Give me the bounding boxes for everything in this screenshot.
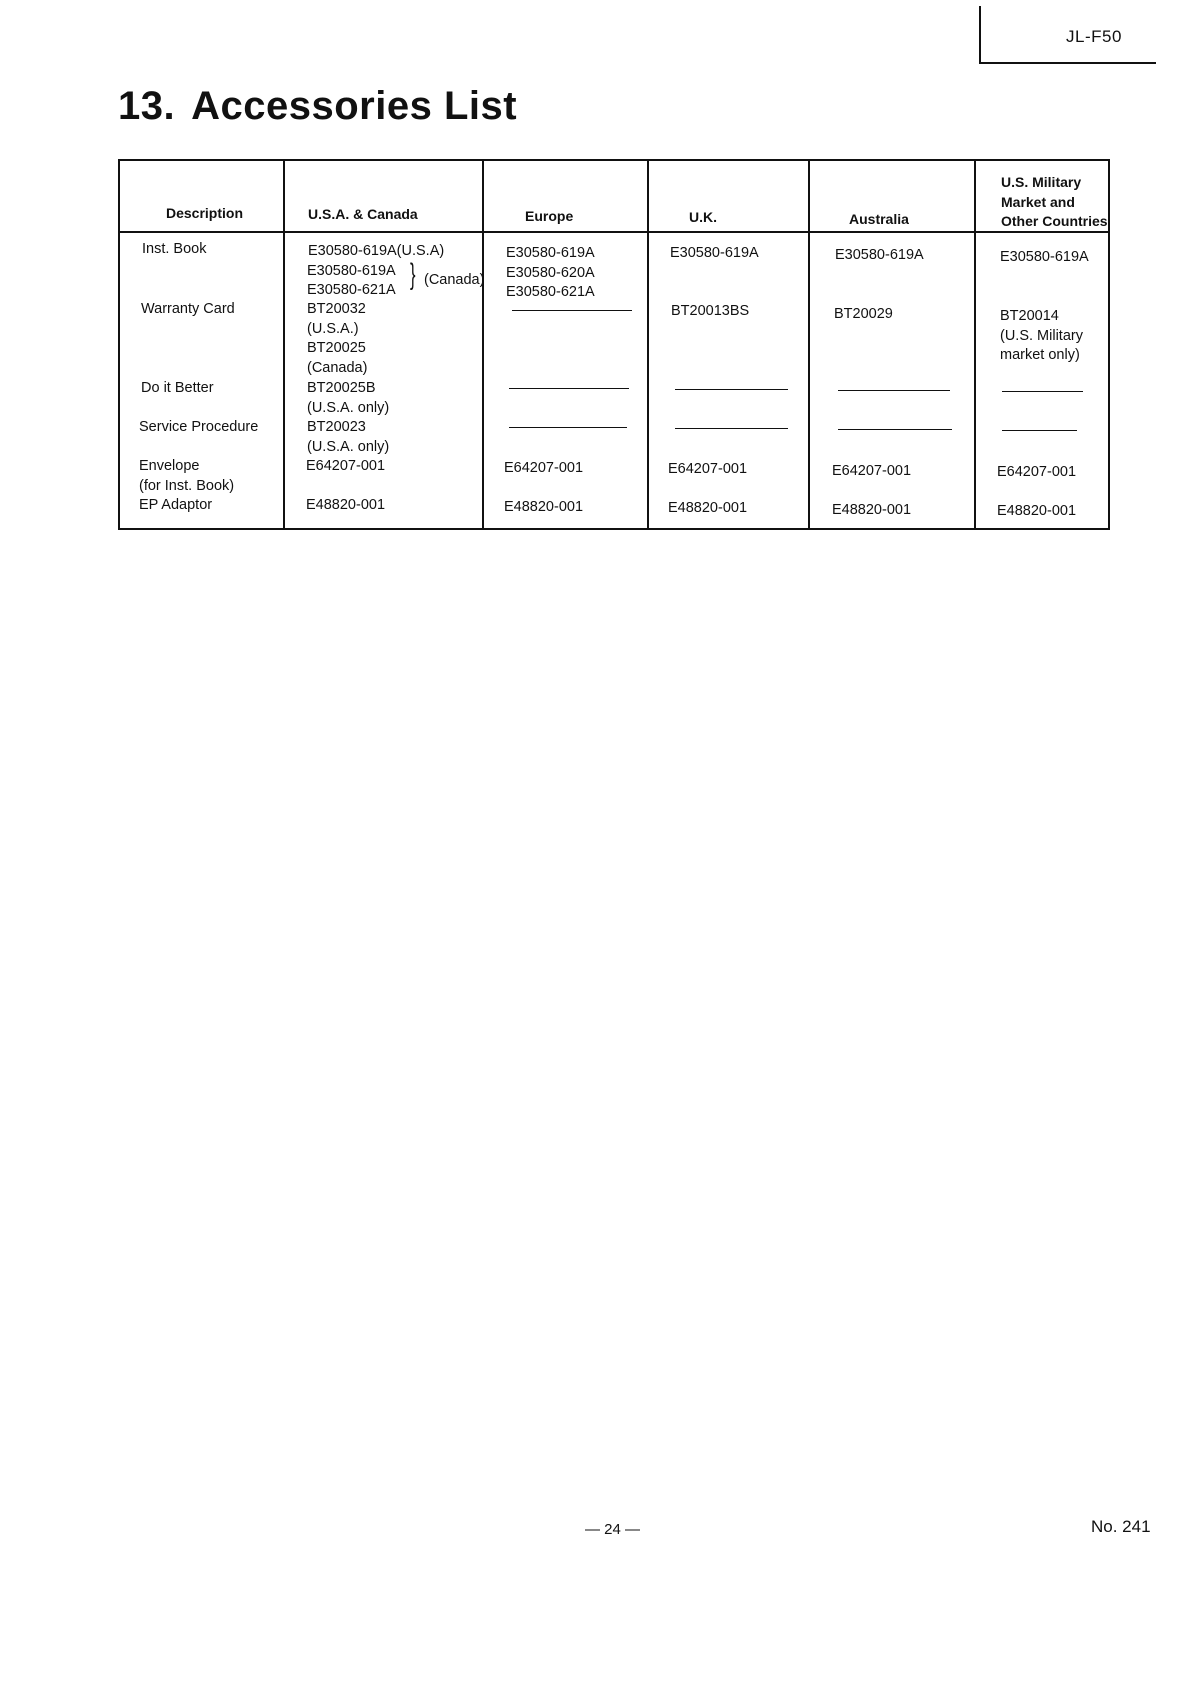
usa-do-it-better [307,379,389,418]
desc-envelope [139,457,234,496]
uk-inst-book: E30580-619A [670,245,759,261]
military-warranty [1000,307,1083,366]
desc-service-procedure: Service Procedure [139,419,259,435]
header-description: Description [166,205,244,221]
desc-line: (for Inst. Book) [139,477,235,494]
cell-line: BT20025B [307,380,376,396]
column-divider [808,161,810,528]
header-divider [120,231,1108,233]
cell-line: (U.S. Military [1000,327,1083,344]
military-service-none [1002,430,1077,431]
australia-service-none [838,429,952,430]
column-divider [482,161,484,528]
military-inst-book: E30580-619A [1000,249,1089,265]
column-divider [974,161,976,528]
header-uk: U.K. [689,209,717,225]
military-envelope: E64207-001 [997,464,1077,480]
cell-line: BT20023 [307,419,366,435]
military-ep-adaptor: E48820-001 [997,503,1077,519]
europe-envelope: E64207-001 [504,460,584,476]
document-number: No. 241 [1091,1517,1151,1536]
usa-canada-note: (Canada) [424,272,485,288]
header-military-line: Other Countries [1001,213,1108,229]
europe-warranty-none [512,310,632,311]
australia-warranty: BT20029 [834,306,893,322]
header-australia: Australia [849,211,909,227]
header-military [1001,173,1108,232]
usa-inst-book: E30580-621A [307,282,396,298]
usa-ep-adaptor: E48820-001 [306,497,386,513]
header-europe: Europe [525,208,574,224]
model-number: JL-F50 [1066,27,1122,46]
brace-icon: } [410,258,416,291]
cell-line: E30580-619A [506,245,595,261]
desc-do-it-better: Do it Better [141,380,214,396]
uk-ep-adaptor: E48820-001 [668,500,748,516]
australia-envelope: E64207-001 [832,463,912,479]
page-title [118,84,517,129]
header-military-line: U.S. Military [1001,174,1082,190]
header-military-line: Market and [1001,193,1075,210]
australia-inst-book: E30580-619A [835,247,924,263]
uk-do-it-better-none [675,389,788,390]
cell-line: (U.S.A. only) [307,399,390,416]
cell-line: (U.S.A. only) [307,438,390,455]
cell-line: E30580-620A [506,264,595,281]
desc-line: Envelope [139,458,200,474]
usa-inst-book: E30580-619A [307,263,396,279]
usa-inst-book: E30580-619A(U.S.A) [308,243,445,259]
cell-line: E30580-621A [506,284,595,300]
europe-ep-adaptor: E48820-001 [504,499,584,515]
europe-do-it-better-none [509,388,629,389]
usa-service [307,418,389,457]
cell-line: (U.S.A.) [307,320,359,337]
desc-inst-book: Inst. Book [142,241,207,257]
usa-envelope: E64207-001 [306,458,386,474]
uk-envelope: E64207-001 [668,461,748,477]
australia-do-it-better-none [838,390,950,391]
desc-warranty-card: Warranty Card [141,301,235,317]
section-title: Accessories List [191,84,518,128]
accessories-table [118,159,1110,530]
cell-line: (Canada) [307,359,368,376]
uk-service-none [675,428,788,429]
column-divider [647,161,649,528]
uk-warranty: BT20013BS [671,303,750,319]
europe-service-none [509,427,627,428]
cell-line: BT20014 [1000,308,1059,324]
desc-ep-adaptor: EP Adaptor [139,497,213,513]
cell-line: market only) [1000,347,1080,363]
usa-warranty [307,300,367,378]
cell-line: BT20025 [307,340,366,356]
cell-line: BT20032 [307,301,366,317]
header-usa-canada: U.S.A. & Canada [308,206,418,222]
page-number: — 24 — [585,1521,641,1538]
section-number: 13. [118,84,176,128]
column-divider [283,161,285,528]
australia-ep-adaptor: E48820-001 [832,502,912,518]
military-do-it-better-none [1002,391,1083,392]
europe-inst-book [506,244,595,303]
